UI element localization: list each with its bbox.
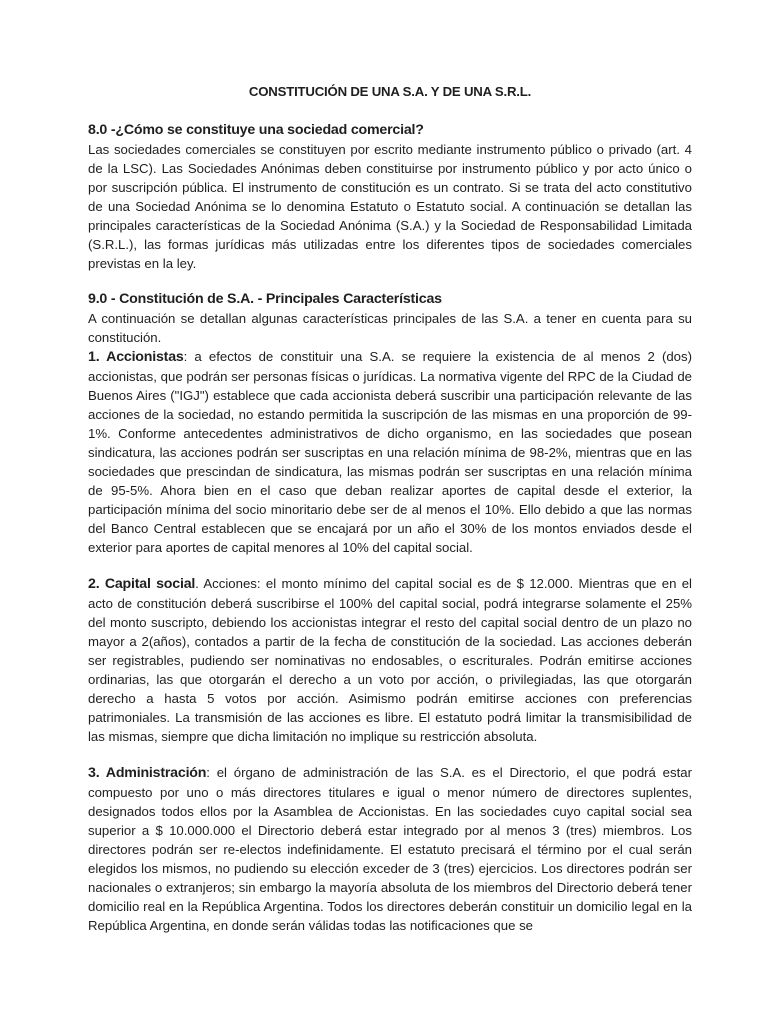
item-lead-accionistas: 1. Accionistas bbox=[88, 349, 184, 365]
section-heading-constitucion: 8.0 -¿Cómo se constituye una sociedad comercial? bbox=[88, 122, 424, 138]
item-lead-capital-social: 2. Capital social bbox=[88, 576, 196, 592]
spacer bbox=[88, 746, 692, 763]
section-heading-caracteristicas: 9.0 - Constitución de S.A. - Principales Características bbox=[88, 291, 442, 307]
section-intro-caracteristicas: A continuación se detallan algunas características principales de las S.A. a tener en cuenta para su constitución. bbox=[88, 311, 692, 345]
item-lead-administracion: 3. Administración bbox=[88, 765, 207, 781]
item-text-accionistas: : a efectos de constituir una S.A. se requiere la existencia de al menos 2 (dos) accionistas, que podrán ser personas físicas o jurídicas. La normativa vigente del RPC de la Ciudad de Buenos Aires ("IGJ") establece que cada accionista deberá suscribir una participación relevante de las acciones de la sociedad, no estando permitida la suscripción de las mismas en una proporción de 99-1%. Conforme antecedentes administrativos de dicho organismo, en las sociedades que posean sindicatura, las acciones podrán ser suscriptas en una relación mínima de 98-2%, mientras que en las sociedades que prescindan de sindicatura, las mismas podrán ser suscriptas en una relación mínima de 95-5%. Ahora bien en el caso que deban realizar aportes de capital desde el exterior, la participación mínima del socio minoritario debe ser de al menos el 10%. Ello debido a que las normas del Banco Central establecen que se encajará por un año el 30% de los montos enviados desde el exterior para aportes de capital menores al 10% del capital social. bbox=[88, 349, 692, 555]
item-accionistas bbox=[88, 347, 692, 557]
item-text-administracion: : el órgano de administración de las S.A. es el Directorio, el que podrá estar compuesto por uno o más directores titulares e igual o menor número de directores suplentes, designados todos ellos por la Asamblea de Accionistas. En las sociedades cuyo capital social sea superior a $ 10.000.000 el Directorio deberá estar integrado por al menos 3 (tres) miembros. Los directores podrán ser re-electos indefinidamente. El estatuto precisará el término por el cual serán elegidos los mismos, no pudiendo su elección exceder de 3 (tres) ejercicios. Los directores podrán ser nacionales o extranjeros; sin embargo la mayoría absoluta de los miembros del Directorio deberá tener domicilio real en la República Argentina. Todos los directores deberán constituir un domicilio legal en la República Argentina, en donde serán válidas todas las notificaciones que se bbox=[88, 765, 692, 933]
document-title: CONSTITUCIÓN DE UNA S.A. Y DE UNA S.R.L. bbox=[248, 84, 532, 99]
item-capital-social bbox=[88, 574, 692, 746]
spacer bbox=[88, 557, 692, 574]
item-text-capital-social: . Acciones: el monto mínimo del capital social es de $ 12.000. Mientras que en el acto de constitución deberá suscribirse el 100% del capital social, podrá integrarse solamente el 25% del monto suscripto, debiendo los accionistas integrar el resto del capital social dentro de un plazo no mayor a 2(años), contados a partir de la fecha de constitución de la sociedad. Las acciones deberán ser registrables, pudiendo ser nominativas no endosables, o escriturales. Podrán emitirse acciones ordinarias, las que otorgarán el derecho a un voto por acción, o privilegiadas, las que otorgarán derecho a hasta 5 votos por acción. Asimismo podrán emitirse acciones con preferencias patrimoniales. La transmisión de las acciones es libre. El estatuto podrá limitar la transmisibilidad de las mismas, siempre que dicha limitación no implique su restricción absoluta. bbox=[88, 576, 692, 744]
spacer bbox=[88, 273, 692, 290]
document-page bbox=[88, 82, 692, 935]
section-body-constitucion: Las sociedades comerciales se constituyen por escrito mediante instrumento público o privado (art. 4 de la LSC). Las Sociedades Anónimas deben constituirse por instrumento público y por acto único o por suscripción pública. El instrumento de constitución es un contrato. Si se trata del acto constitutivo de una Sociedad Anónima se lo denomina Estatuto o Estatuto social. A continuación se detallan las principales características de la Sociedad Anónima (S.A.) y la Sociedad de Responsabilidad Limitada (S.R.L.), las formas jurídicas más utilizadas entre los diferentes tipos de sociedades comerciales previstas en la ley. bbox=[88, 142, 692, 271]
item-administracion bbox=[88, 763, 692, 935]
